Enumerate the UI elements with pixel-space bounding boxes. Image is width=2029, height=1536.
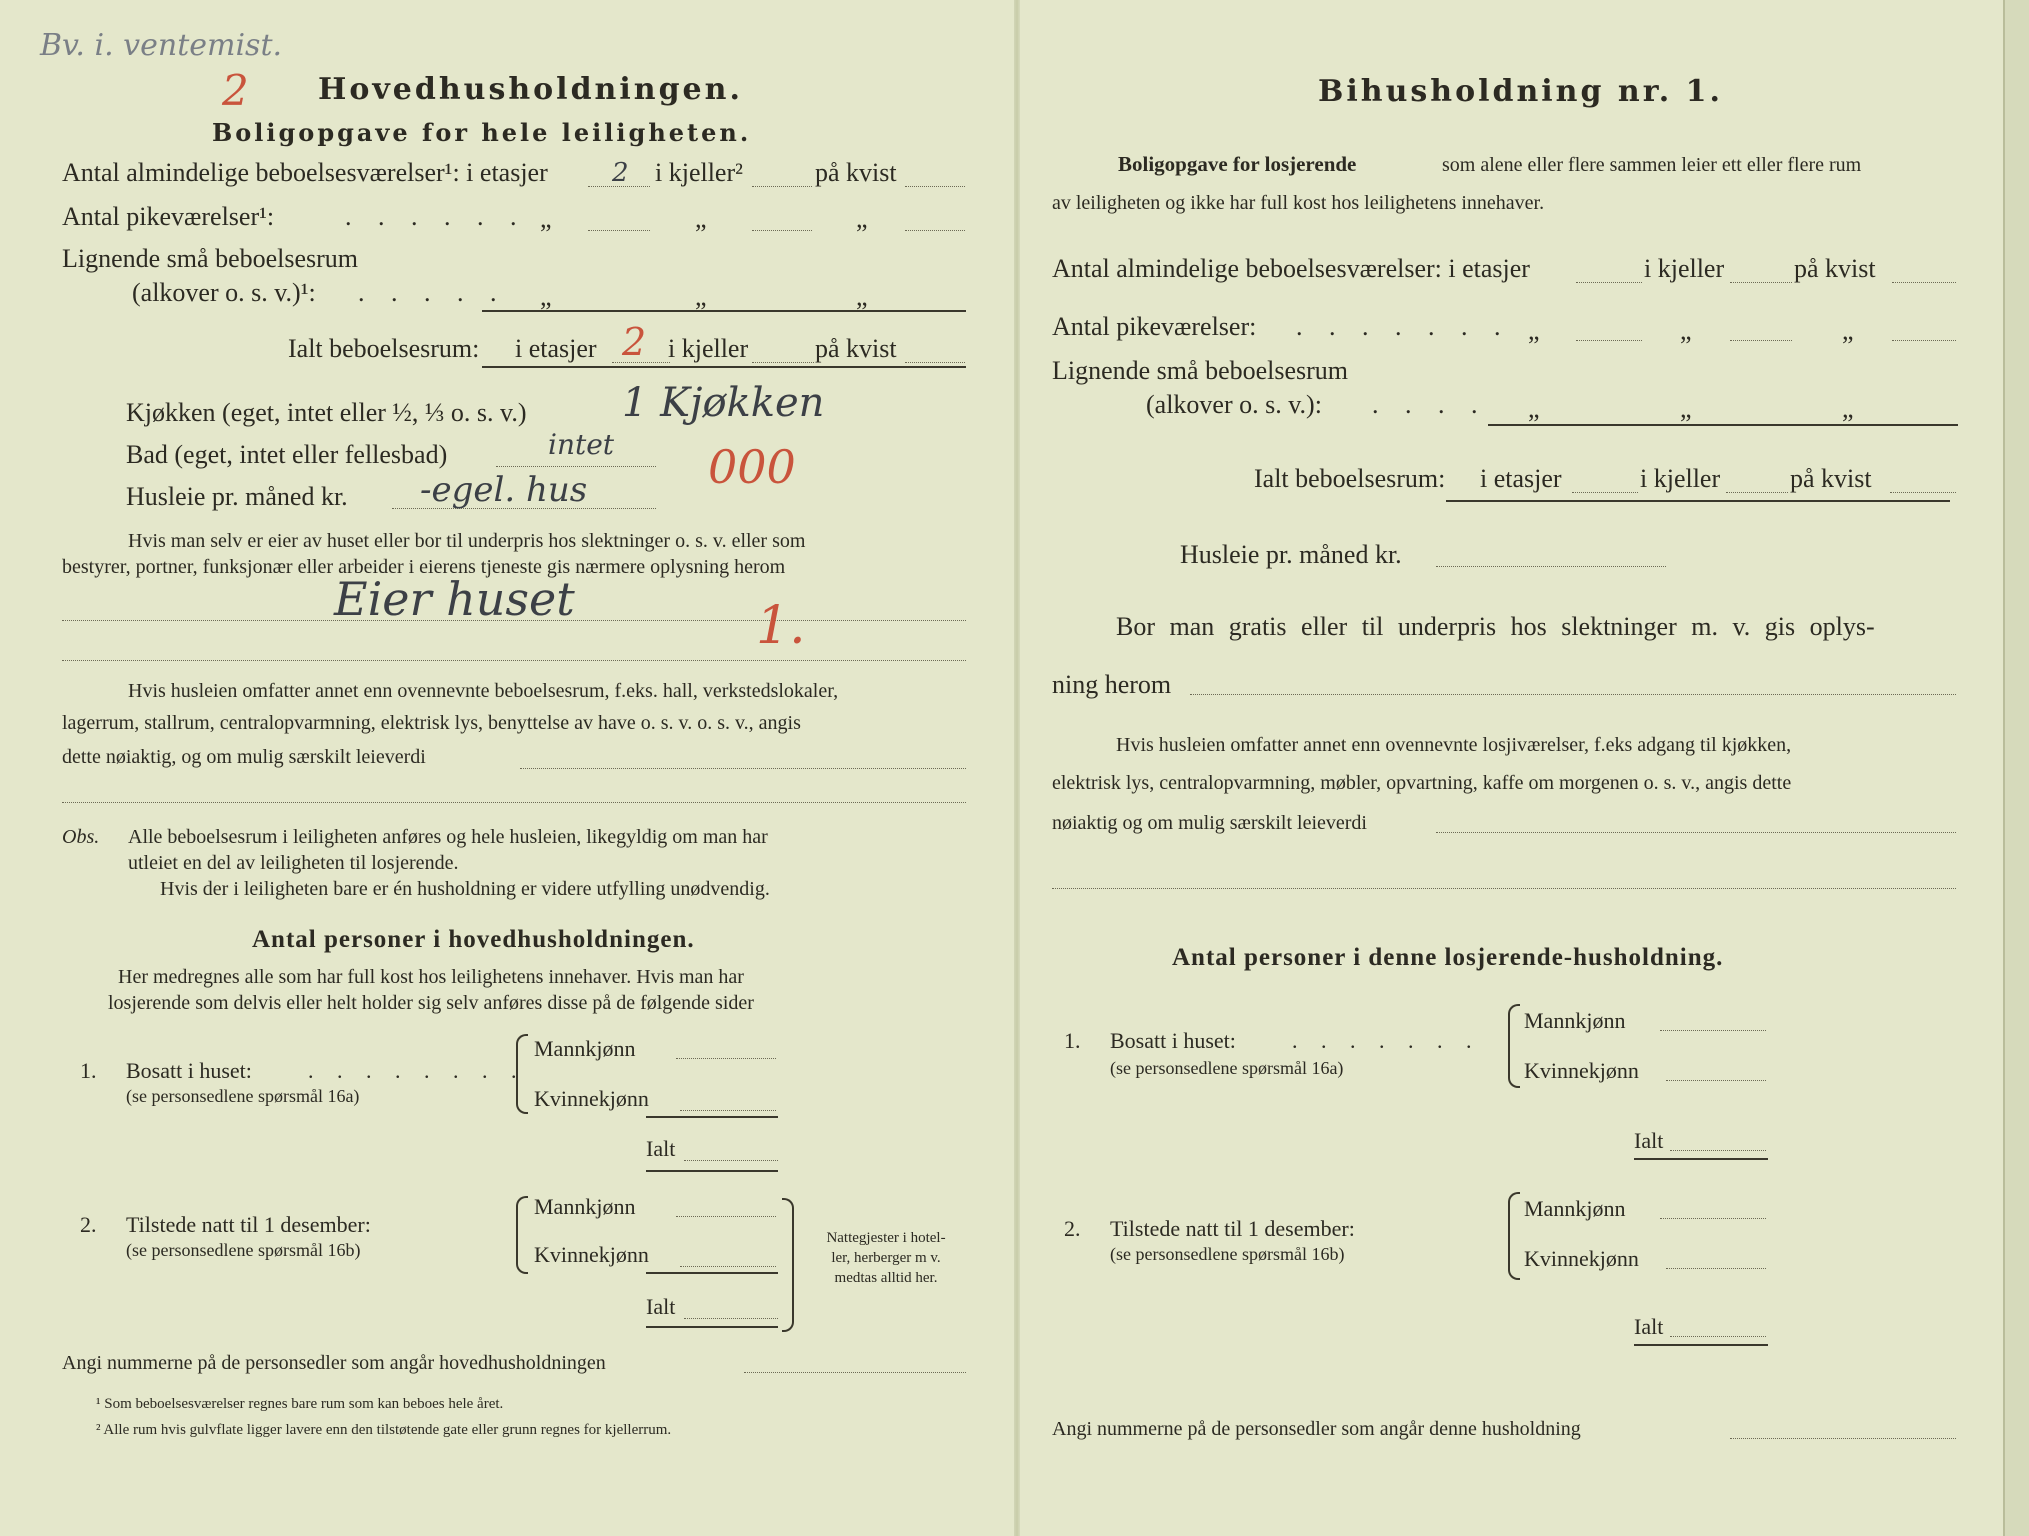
sum-rule <box>1488 424 1958 426</box>
right-q2-mann-line[interactable] <box>1660 1218 1766 1219</box>
left-eier-note-2: bestyrer, portner, funksjonær eller arbeider i eierens tjeneste gis nærmere oplysning herom <box>62 556 786 578</box>
left-persons-note-2: losjerende som delvis eller helt holder sig selv anføres disse på de følgende sider <box>108 992 754 1014</box>
left-q1-ialt-line[interactable] <box>684 1160 778 1161</box>
ditto-mark: „ <box>695 282 707 311</box>
left-kjokken-label: Kjøkken (eget, intet eller ½, ⅓ o. s. v.) <box>126 398 527 427</box>
left-subtitle: Boligopgave for hele leiligheten. <box>212 118 752 147</box>
right-ialt-etasjer-line[interactable] <box>1572 492 1638 493</box>
right-row-vaerelser-kjeller-line[interactable] <box>1730 282 1792 283</box>
right-q2-kvinne: Kvinnekjønn <box>1524 1246 1639 1271</box>
right-gratis-2: ning herom <box>1052 670 1172 699</box>
handwritten-red-mark: 000 <box>708 440 796 494</box>
right-q1-brace <box>1508 1004 1520 1088</box>
sum-rule <box>482 366 966 368</box>
left-q1-ialt: Ialt <box>646 1136 676 1161</box>
right-ialt-label: Ialt beboelsesrum: <box>1254 464 1446 493</box>
left-row-pike-label: Antal pikeværelser¹: <box>62 202 275 231</box>
left-row-vaerelser-kjeller: i kjeller² <box>655 158 743 187</box>
left-ialt-label: Ialt beboelsesrum: <box>288 334 480 363</box>
right-q2-mann: Mannkjønn <box>1524 1196 1626 1221</box>
right-row-vaerelser-etasjer-line[interactable] <box>1576 282 1642 283</box>
right-q1-kvinne-line[interactable] <box>1666 1080 1766 1081</box>
left-obs-1: Alle beboelsesrum i leiligheten anføres og hele husleien, likegyldig om man har <box>128 826 768 848</box>
ditto-mark: „ <box>856 282 868 311</box>
handwritten-owner-note: Eier huset <box>334 572 575 626</box>
right-angi-line[interactable] <box>1730 1438 1956 1439</box>
left-q1-kvinne-line[interactable] <box>680 1110 776 1111</box>
left-row-alkover-label: (alkover o. s. v.)¹: <box>132 278 316 307</box>
left-q1-number: 1. <box>80 1058 97 1083</box>
left-eier-line-2[interactable] <box>62 660 966 661</box>
right-row-vaerelser-kjeller: i kjeller <box>1644 254 1725 283</box>
handwritten-etasjer-value: 2 <box>612 158 629 188</box>
right-omfatter-3: nøiaktig og om mulig særskilt leieverdi <box>1052 812 1367 834</box>
left-omfatter-line-2[interactable] <box>62 802 966 803</box>
right-q1-ialt: Ialt <box>1634 1128 1664 1153</box>
right-q2-brace <box>1508 1192 1520 1280</box>
left-omfatter-line-1[interactable] <box>520 768 966 769</box>
right-q2-number: 2. <box>1064 1216 1081 1241</box>
right-row-vaerelser-kvist: på kvist <box>1794 254 1876 283</box>
ditto-mark: „ <box>540 282 552 311</box>
right-omfatter-1: Hvis husleien omfatter annet enn ovennevnte losjiværelser, f.eks adgang til kjøkken, <box>1116 734 1792 756</box>
right-gratis-1: Bor man gratis eller til underpris hos slektninger m. v. gis oplys- <box>1116 612 1875 641</box>
sum-rule <box>1446 500 1950 502</box>
left-eier-note-1: Hvis man selv er eier av huset eller bor til underpris hos slektninger o. s. v. eller som <box>128 530 806 552</box>
right-omfatter-2: elektrisk lys, centralopvarmning, møbler, opvartning, kaffe om morgenen o. s. v., angis dette <box>1052 772 1792 794</box>
right-husleie-label: Husleie pr. måned kr. <box>1180 540 1402 569</box>
right-title: Bihusholdning nr. 1. <box>1318 74 1723 109</box>
left-bad-label: Bad (eget, intet eller fellesbad) <box>126 440 448 469</box>
left-ialt-etasjer-line[interactable] <box>612 362 670 363</box>
left-husleie-label: Husleie pr. måned kr. <box>126 482 348 511</box>
right-ialt-kvist-line[interactable] <box>1890 492 1956 493</box>
handwritten-ialt-etasjer-value: 2 <box>622 320 647 364</box>
left-footnote-2: ² Alle rum hvis gulvflate ligger lavere enn den tilstøtende gate eller grunn regnes for kjellerrum. <box>96 1422 672 1438</box>
ditto-mark: „ <box>540 204 552 233</box>
left-row-pike-line-3[interactable] <box>905 230 965 231</box>
sum-rule <box>646 1170 778 1172</box>
left-ialt-kvist-line[interactable] <box>905 362 965 363</box>
right-intro-1: som alene eller flere sammen leier ett eller flere rum <box>1442 154 1862 176</box>
left-q2-mann: Mannkjønn <box>534 1194 636 1219</box>
ditto-mark: „ <box>1842 394 1854 423</box>
right-q2-ialt-line[interactable] <box>1670 1336 1766 1337</box>
right-gratis-line[interactable] <box>1190 694 1956 695</box>
left-q2-mann-line[interactable] <box>676 1216 776 1217</box>
left-row-pike-dots: . . . . . . <box>345 202 527 231</box>
left-q1-label: Bosatt i huset: <box>126 1058 252 1083</box>
left-row-vaerelser-kvist-line[interactable] <box>905 186 965 187</box>
left-bad-line[interactable] <box>496 466 656 467</box>
left-obs-label: Obs. <box>62 826 100 848</box>
right-q1-mann: Mannkjønn <box>1524 1008 1626 1033</box>
left-omfatter-2: lagerrum, stallrum, centralopvarmning, elektrisk lys, benyttelse av have o. s. v. o. s. v., angis <box>62 712 801 734</box>
left-q2-kvinne-line[interactable] <box>680 1266 776 1267</box>
right-row-pike-line-1[interactable] <box>1576 340 1642 341</box>
left-row-alkover-dots: . . . . . <box>358 278 507 307</box>
left-row-lignende-label: Lignende små beboelsesrum <box>62 244 359 273</box>
sum-rule <box>1634 1344 1768 1346</box>
left-row-vaerelser-kvist: på kvist <box>815 158 897 187</box>
ditto-mark: „ <box>1842 316 1854 345</box>
right-q1-dots: . . . . . . . <box>1292 1028 1481 1053</box>
ditto-mark: „ <box>695 204 707 233</box>
left-q1-mann-line[interactable] <box>676 1058 776 1059</box>
right-q2-label: Tilstede natt til 1 desember: <box>1110 1216 1355 1241</box>
nattegjester-line-1: Nattegjester i hotel- <box>826 1230 946 1246</box>
right-ialt-etasjer: i etasjer <box>1480 464 1562 493</box>
right-row-alkover-label: (alkover o. s. v.): <box>1146 390 1322 419</box>
sum-rule <box>1634 1158 1768 1160</box>
left-q2-kvinne: Kvinnekjønn <box>534 1242 649 1267</box>
left-angi-label: Angi nummerne på de personsedler som angår hovedhusholdningen <box>62 1352 606 1374</box>
right-q1-sub: (se personsedlene spørsmål 16a) <box>1110 1058 1344 1078</box>
left-row-pike-line-1[interactable] <box>588 230 650 231</box>
right-row-vaerelser-kvist-line[interactable] <box>1892 282 1956 283</box>
right-q1-number: 1. <box>1064 1028 1081 1053</box>
left-eier-line-1[interactable] <box>62 620 966 621</box>
handwritten-household-number: 2 <box>222 66 249 115</box>
left-title: Hovedhusholdningen. <box>318 72 743 107</box>
right-row-vaerelser-label: Antal almindelige beboelsesværelser: i etasjer <box>1052 254 1530 283</box>
right-angi-label: Angi nummerne på de personsedler som angår denne husholdning <box>1052 1418 1581 1440</box>
right-intro-2: av leiligheten og ikke har full kost hos leilighetens innehaver. <box>1052 192 1545 214</box>
ditto-mark: „ <box>1680 316 1692 345</box>
right-intro-bold: Boligopgave for losjerende <box>1118 152 1357 176</box>
right-ialt-kvist: på kvist <box>1790 464 1872 493</box>
left-q1-kvinne: Kvinnekjønn <box>534 1086 649 1111</box>
right-omfatter-line-1[interactable] <box>1436 832 1956 833</box>
sum-rule <box>482 310 966 312</box>
left-persons-note-1: Her medregnes alle som har full kost hos leilighetens innehaver. Hvis man har <box>118 966 744 988</box>
handwritten-kjokken-value: 1 Kjøkken <box>622 380 825 426</box>
sum-rule <box>646 1272 778 1274</box>
right-ialt-kjeller: i kjeller <box>1640 464 1721 493</box>
left-row-vaerelser-kjeller-line[interactable] <box>752 186 812 187</box>
handwritten-top-note: Bv. i. ventemist. <box>40 28 283 63</box>
nattegjester-line-3: medtas alltid her. <box>834 1270 938 1286</box>
right-q1-kvinne: Kvinnekjønn <box>1524 1058 1639 1083</box>
right-husleie-line[interactable] <box>1436 566 1666 567</box>
left-row-pike-line-2[interactable] <box>752 230 812 231</box>
left-q2-number: 2. <box>80 1212 97 1237</box>
left-obs-2: utleiet en del av leiligheten til losjerende. <box>128 852 459 874</box>
right-q2-kvinne-line[interactable] <box>1666 1268 1766 1269</box>
left-obs-3: Hvis der i leiligheten bare er én husholdning er videre utfylling unødvendig. <box>160 878 770 900</box>
handwritten-count-mark: 1. <box>756 596 806 656</box>
left-ialt-kvist: på kvist <box>815 334 897 363</box>
left-q2-ialt-line[interactable] <box>684 1318 778 1319</box>
right-q1-ialt-line[interactable] <box>1670 1150 1766 1151</box>
handwritten-husleie-value: -egel. hus <box>420 470 588 510</box>
left-ialt-etasjer: i etasjer <box>515 334 597 363</box>
right-ialt-kjeller-line[interactable] <box>1726 492 1788 493</box>
ditto-mark: „ <box>856 204 868 233</box>
left-q1-dots: . . . . . . . . <box>308 1058 526 1083</box>
left-ialt-kjeller-line[interactable] <box>752 362 814 363</box>
left-angi-line[interactable] <box>744 1372 966 1373</box>
sum-rule <box>646 1116 778 1118</box>
left-nattegjester-note <box>796 1228 976 1288</box>
right-q2-sub: (se personsedlene spørsmål 16b) <box>1110 1244 1345 1264</box>
ditto-mark: „ <box>1528 394 1540 423</box>
right-omfatter-line-2[interactable] <box>1052 888 1956 889</box>
page-fold <box>1014 0 1020 1536</box>
left-persons-title: Antal personer i hovedhusholdningen. <box>252 926 695 953</box>
handwritten-bad-value: intet <box>548 428 615 461</box>
left-footnote-1: ¹ Som beboelsesværelser regnes bare rum som kan beboes hele året. <box>96 1396 504 1412</box>
left-q2-label: Tilstede natt til 1 desember: <box>126 1212 371 1237</box>
nattegjester-line-2: ler, herberger m v. <box>831 1250 941 1266</box>
right-q2-ialt: Ialt <box>1634 1314 1664 1339</box>
right-row-alkover-dots: . . . . <box>1372 390 1488 419</box>
left-q1-sub: (se personsedlene spørsmål 16a) <box>126 1086 360 1106</box>
left-omfatter-3: dette nøiaktig, og om mulig særskilt leieverdi <box>62 746 426 768</box>
right-persons-title: Antal personer i denne losjerende-husholdning. <box>1172 944 1724 971</box>
left-q1-brace <box>516 1034 528 1114</box>
left-ialt-kjeller: i kjeller <box>668 334 749 363</box>
left-q2-sub: (se personsedlene spørsmål 16b) <box>126 1240 361 1260</box>
sum-rule <box>646 1326 778 1328</box>
left-q2-right-brace <box>782 1198 794 1332</box>
left-q2-brace <box>516 1196 528 1274</box>
left-row-vaerelser-label: Antal almindelige beboelsesværelser¹: i etasjer <box>62 158 548 187</box>
right-row-pike-line-2[interactable] <box>1730 340 1792 341</box>
right-row-pike-label: Antal pikeværelser: <box>1052 312 1257 341</box>
right-row-lignende-label: Lignende små beboelsesrum <box>1052 356 1349 385</box>
ditto-mark: „ <box>1680 394 1692 423</box>
right-row-pike-dots: . . . . . . . <box>1296 312 1511 341</box>
right-row-pike-line-3[interactable] <box>1892 340 1956 341</box>
page-edge <box>2003 0 2029 1536</box>
ditto-mark: „ <box>1528 316 1540 345</box>
left-q2-ialt: Ialt <box>646 1294 676 1319</box>
left-omfatter-1: Hvis husleien omfatter annet enn ovennevnte beboelsesrum, f.eks. hall, verkstedslokaler, <box>128 680 839 702</box>
right-q1-label: Bosatt i huset: <box>1110 1028 1236 1053</box>
right-q1-mann-line[interactable] <box>1660 1030 1766 1031</box>
left-q1-mann: Mannkjønn <box>534 1036 636 1061</box>
